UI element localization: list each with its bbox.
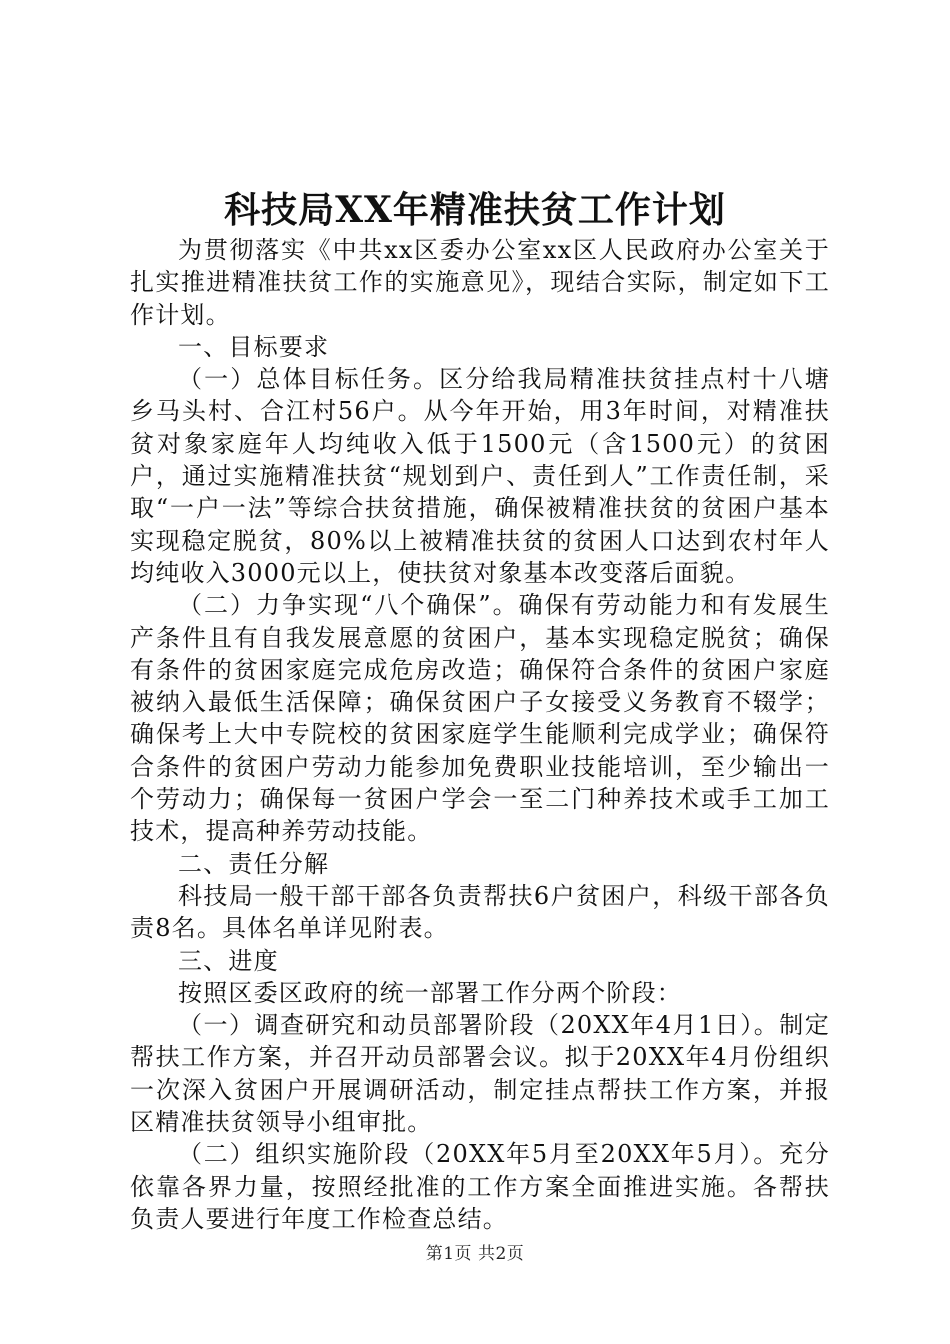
- responsibility-paragraph: 科技局一般干部干部各负责帮扶6户贫困户，科级干部各负责8名。具体名单详见附表。: [130, 881, 830, 943]
- intro-paragraph: 为贯彻落实《中共xx区委办公室xx区人民政府办公室关于扎实推进精准扶贫工作的实施意见》，现结合实际，制定如下工作计划。: [130, 236, 830, 329]
- page-number-footer: 第1页 共2页: [425, 1244, 525, 1264]
- section-heading-progress: 三、进度: [178, 946, 279, 975]
- document-body: [130, 234, 830, 1235]
- progress-stage1-paragraph: （一）调查研究和动员部署阶段（20XX年4月1日）。制定帮扶工作方案，并召开动员部署会议。拟于20XX年4月份组织一次深入贫困户开展调研活动，制定挂点帮扶工作方案，并报区精准扶贫领导小组审批。: [130, 1011, 830, 1137]
- section-heading-goals: 一、目标要求: [178, 332, 330, 361]
- goals-overall-paragraph: （一）总体目标任务。区分给我局精准扶贫挂点村十八塘乡马头村、合江村56户。从今年开始，用3年时间，对精准扶贫对象家庭年人均纯收入低于1500元（含1500元）的贫困户，通过实施精准扶贫“规划到户、责任到人”工作责任制，采取“一户一法”等综合扶贫措施，确保被精准扶贫的贫困户基本实现稳定脱贫，80%以上被精准扶贫的贫困人口达到农村年人均纯收入3000元以上，使扶贫对象基本改变落后面貌。: [130, 365, 830, 587]
- section-heading-responsibility: 二、责任分解: [178, 849, 330, 878]
- goals-eight-ensures-paragraph: （二）力争实现“八个确保”。确保有劳动能力和有发展生产条件且有自我发展意愿的贫困户，基本实现稳定脱贫；确保有条件的贫困家庭完成危房改造；确保符合条件的贫困户家庭被纳入最低生活保障；确保贫困户子女接受义务教育不辍学；确保考上大中专院校的贫困家庭学生能顺利完成学业；确保符合条件的贫困户劳动力能参加免费职业技能培训，至少输出一个劳动力；确保每一贫困户学会一至二门种养技术或手工加工技术，提高种养劳动技能。: [130, 591, 830, 846]
- progress-stage2-paragraph: （二）组织实施阶段（20XX年5月至20XX年5月）。充分依靠各界力量，按照经批准的工作方案全面推进实施。各帮扶负责人要进行年度工作检查总结。: [130, 1140, 830, 1233]
- document-title: 科技局XX年精准扶贫工作计划: [224, 189, 726, 231]
- progress-intro-paragraph: 按照区委区政府的统一部署工作分两个阶段：: [178, 978, 682, 1007]
